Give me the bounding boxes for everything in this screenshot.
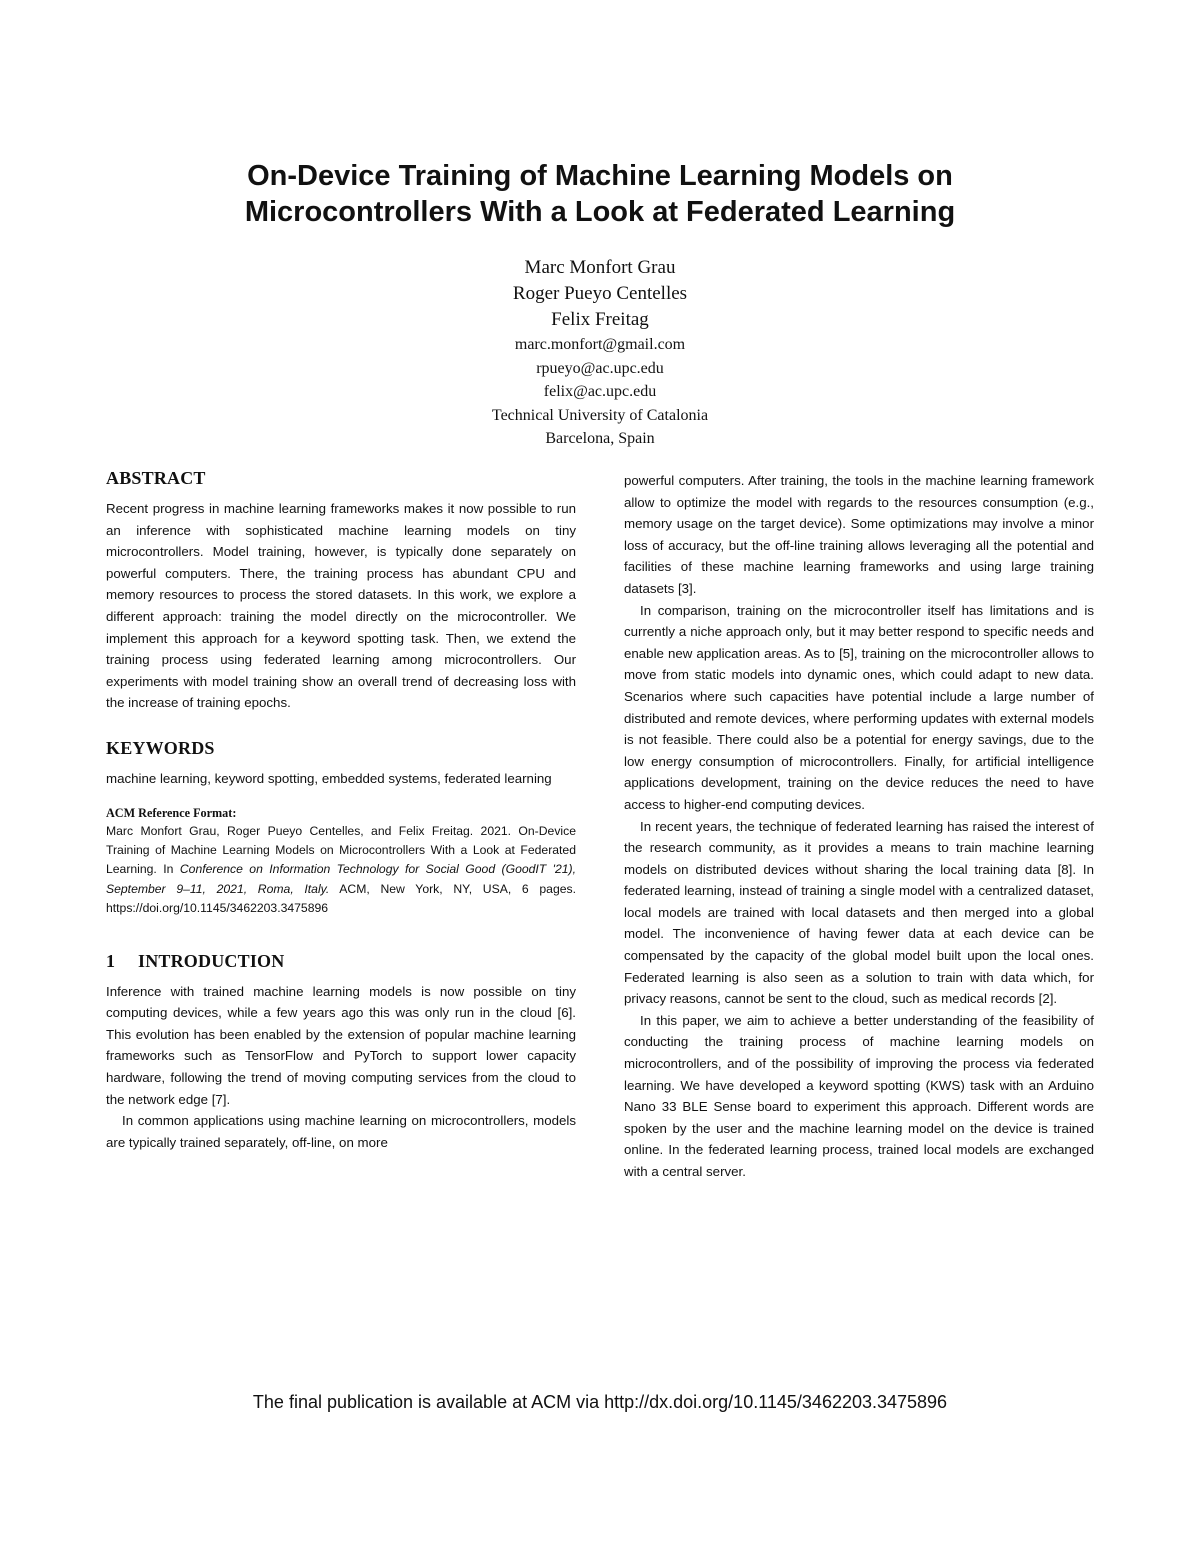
body-paragraph: In comparison, training on the microcontroller itself has limitations and is currently a niche approach only, but it may better respond to specific needs and enable new application areas. As to [5], training on the microcontroller allows to move from static models into dynamic ones, which could adapt to new data. Scenarios where such capacities have potential include a large number of distributed and remote devices, where performing updates with external models is not feasible. There could also be a potential for energy savings, due to the low energy consumption of microcontrollers. Finally, for artificial intelligence applications development, training on the device reduces the need to have access to higher-end computing devices. [624,602,1094,812]
acm-reference-text [106,822,576,919]
author-email: felix@ac.upc.edu [543,383,657,400]
doi-link[interactable]: http://dx.doi.org/10.1145/3462203.3475896 [604,1392,948,1412]
intro-paragraph: In common applications using machine learning on microcontrollers, models are typically trained separately, off-line, on more [106,1113,576,1150]
paper-title-line-1: On-Device Training of Machine Learning Models on [247,160,953,192]
author-location: Barcelona, Spain [545,430,655,447]
author-name: Roger Pueyo Centelles [512,283,688,304]
body-paragraph: In recent years, the technique of federated learning has raised the interest of the research community, as it provides a means to train machine learning models on distributed devices without sharing the local training data [8]. In federated learning, instead of training a single model with a centralized dataset, local models are trained with local datasets and then merged into a global model. The inconvenience of having fewer data at each device can be compensated by the capacity of the global model built upon the local ones. Federated learning is also seen as a solution to train with data which, for privacy reasons, cannot be sent to the cloud, such as medical records [2]. [624,818,1094,1007]
keywords-text: machine learning, keyword spotting, embedded systems, federated learning [106,770,552,786]
author-email: rpueyo@ac.upc.edu [536,359,664,377]
author-affiliation: Technical University of Catalonia [491,406,709,424]
keywords-section [106,736,576,790]
acm-reference-heading: ACM Reference Format: [106,805,237,820]
body-paragraph: powerful computers. After training, the tools in the machine learning framework allow to optimize the model with regards to the resources consumption (e.g., memory usage on the target device). Some optimizations may involve a minor loss of accuracy, but the off-line training allows leveraging all the potential and facilities of these machine learning frameworks and using large training datasets [3]. [624,473,1094,596]
section-title: INTRODUCTION [138,950,285,971]
author-block [300,255,900,451]
section-number: 1 [106,950,116,971]
acm-reference-venue: Conference on Information Technology for Social Good (GoodIT '21), September 9–11, 2021, Roma, Italy. [106,862,576,896]
paper-title-line-2: Microcontrollers With a Look at Federated Learning [244,196,956,228]
publication-note [100,1390,1100,1414]
author-email: marc.monfort@gmail.com [514,336,686,353]
abstract-heading: ABSTRACT [106,468,206,488]
introduction-section [106,949,576,1154]
keywords-heading: KEYWORDS [106,737,215,758]
publication-note-text: The final publication is available at ACM via [252,1392,605,1412]
intro-paragraph: Inference with trained machine learning models is now possible on tiny computing devices, while a few years ago this was only run in the cloud [6]. This evolution has been enabled by the extension of popular machine learning frameworks such as TensorFlow and PyTorch to support lower capacity hardware, following the trend of moving computing services from the cloud to the network edge [7]. [106,983,576,1107]
acm-reference-section [106,804,576,919]
abstract-section [106,466,576,714]
right-column [624,470,1094,1183]
left-column [106,466,576,1153]
acm-reference-text-before: Marc Monfort Grau, Roger Pueyo Centelles, and Felix Freitag. 2021. On-Device Training of Machine Learning Models on Microcontrollers With a Look at Federated Learning. In [106,823,576,877]
abstract-text: Recent progress in machine learning frameworks makes it now possible to run an inference with sophisticated machine learning models on tiny microcontrollers. Model training, however, is typically done separately on powerful computers. There, the training process has abundant CPU and memory resources to process the stored datasets. In this work, we explore a different approach: training the model directly on the microcontroller. We implement this approach for a keyword spotting task. Then, we extend the training process using federated learning among microcontrollers. Our experiments with model training show an overall trend of decreasing loss with the increase of training epochs. [106,501,576,711]
introduction-heading [106,949,576,973]
paper-title [100,158,1100,230]
author-name: Felix Freitag [551,309,649,330]
acm-reference-text-after: ACM, New York, NY, USA, 6 pages. https://doi.org/10.1145/3462203.3475896 [106,881,577,916]
body-paragraph: In this paper, we aim to achieve a better understanding of the feasibility of conducting the training process of machine learning models on microcontrollers, and of the possibility of improving the process via federated learning. We have developed a keyword spotting (KWS) task with an Arduino Nano 33 BLE Sense board to experiment this approach. Different words are spoken by the user and the machine learning model on the device is trained online. In the federated learning process, trained local models are exchanged with a central server. [624,1012,1094,1179]
author-name: Marc Monfort Grau [524,257,676,278]
